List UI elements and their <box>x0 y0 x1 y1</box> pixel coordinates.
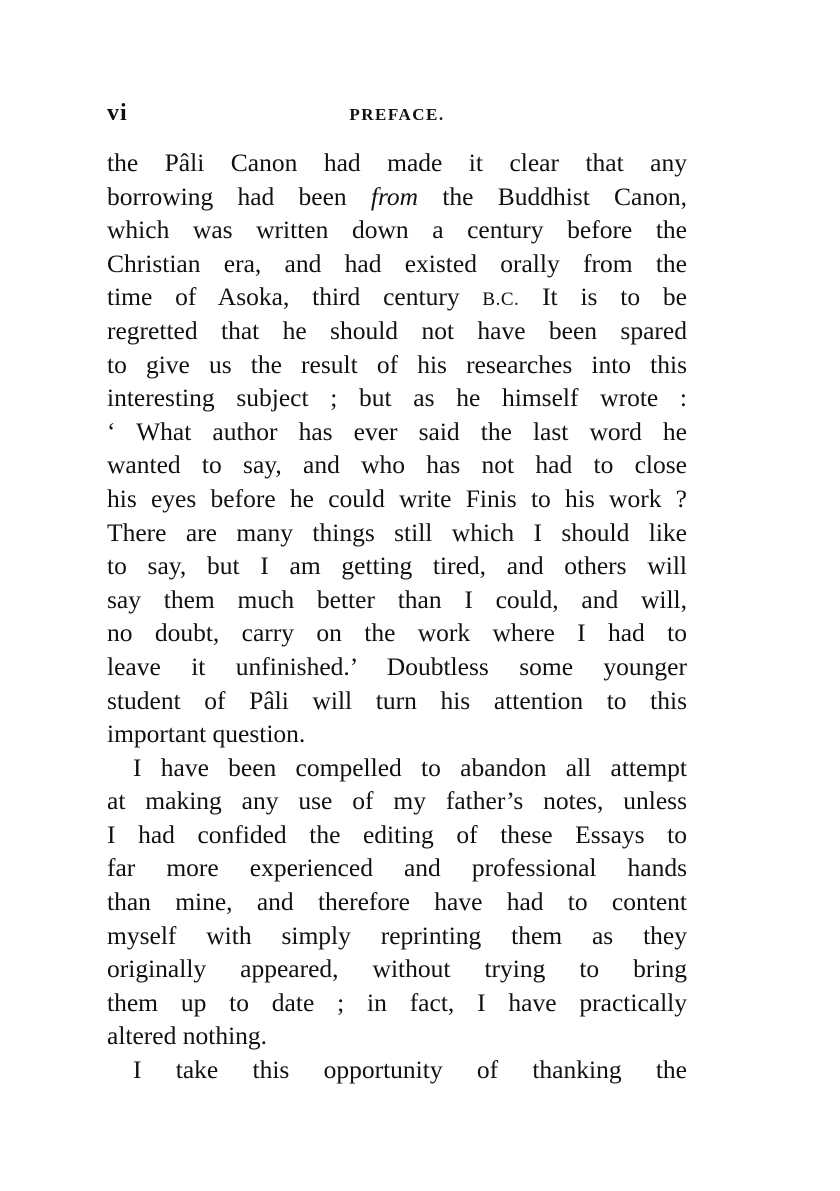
text-line: at making any use of my father’s notes, unless <box>107 786 687 816</box>
text-fragment: time of Asoka, third century <box>107 282 483 312</box>
text-line: originally appeared, without trying to bring <box>107 954 687 984</box>
text-line: wanted to say, and who has not had to close <box>107 450 687 480</box>
text-line: ‘ What author has ever said the last word he <box>107 416 687 446</box>
text-line: say them much better than I could, and will, <box>107 584 687 614</box>
small-caps-abbrev: B.C. <box>482 289 520 311</box>
text-line: the Pâli Canon had made it clear that any <box>107 148 687 177</box>
text-fragment: borrowing had been <box>107 181 371 211</box>
text-line: to say, but I am getting tired, and others will <box>107 551 687 581</box>
text-line: to give us the result of his researches into this <box>107 349 687 379</box>
text-line: interesting subject ; but as he himself wrote : <box>107 383 687 413</box>
text-line: which was written down a century before the <box>107 215 687 245</box>
text-line <box>107 180 687 214</box>
page-header <box>107 100 687 130</box>
text-line <box>107 280 687 314</box>
running-title: PREFACE. <box>349 105 445 124</box>
text-line: student of Pâli will turn his attention to this <box>107 685 687 715</box>
italic-word: from <box>370 181 419 211</box>
body-text <box>107 146 687 1087</box>
text-line: than mine, and therefore have had to content <box>107 887 687 917</box>
text-line: I had confided the editing of these Essays to <box>107 819 687 849</box>
text-line: important question. <box>107 719 306 749</box>
text-line: altered nothing. <box>107 1021 268 1051</box>
text-line: regretted that he should not have been spared <box>107 315 687 345</box>
text-line: I take this opportunity of thanking the <box>133 1055 687 1085</box>
text-line: I have been compelled to abandon all attempt <box>133 752 687 782</box>
text-line: myself with simply reprinting them as they <box>107 920 687 950</box>
text-line: There are many things still which I should like <box>107 517 687 547</box>
text-line: no doubt, carry on the work where I had to <box>107 618 687 648</box>
page-number: vi <box>107 100 128 126</box>
text-line: Christian era, and had existed orally from the <box>107 248 687 278</box>
text-fragment: the Buddhist Canon, <box>418 181 687 211</box>
text-fragment: It is to be <box>519 282 687 312</box>
text-line: his eyes before he could write Finis to his work ? <box>107 483 687 513</box>
text-line: far more experienced and professional hands <box>107 853 687 883</box>
text-line: leave it unfinished.’ Doubtless some younger <box>107 651 687 681</box>
text-line: them up to date ; in fact, I have practically <box>107 987 687 1017</box>
